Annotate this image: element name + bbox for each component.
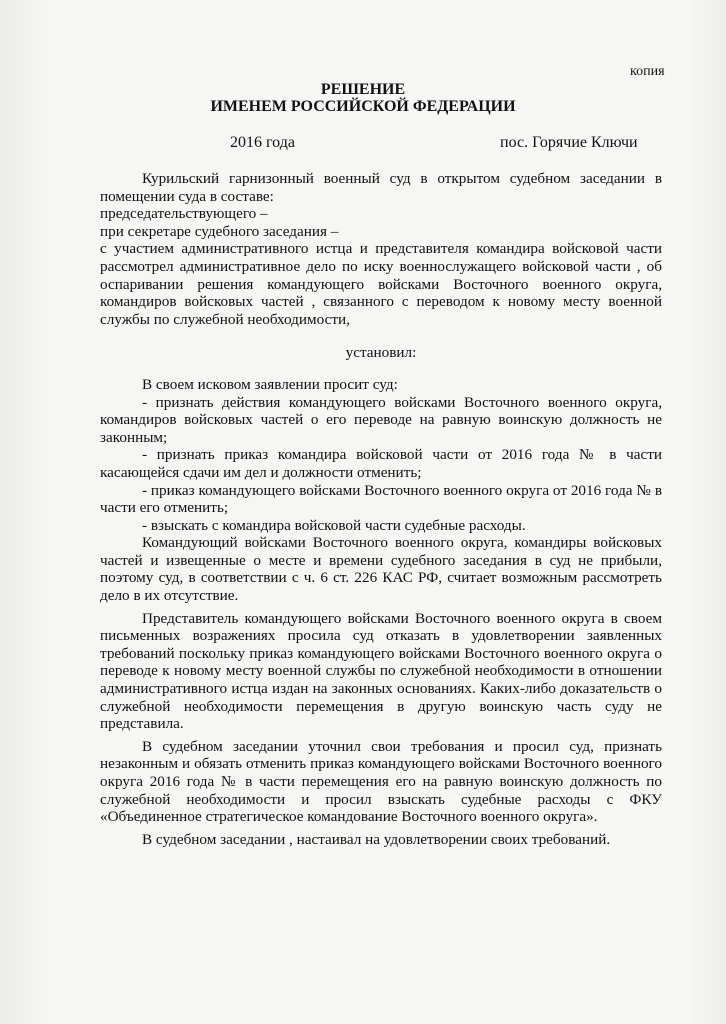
decision-subtitle: ИМЕНЕМ РОССИЙСКОЙ ФЕДЕРАЦИИ [210, 98, 516, 115]
participation-paragraph: с участием административного истца и представителя командира войсковой части рассмотрел административное дело по иску военнослужащего войсковой части , об оспаривании решения командующего войсками Восточного военного округа, командиров войсковых частей , связанного с переводом к новому месту военной службы по служебной необходимости, [100, 240, 662, 328]
decision-title: РЕШЕНИЕ [320, 81, 406, 98]
claim-item-2: - признать приказ командира войсковой части от 2016 года № в части касающейся сдачи им дел и должности отменить; [100, 446, 662, 481]
claim-item-1: - признать действия командующего войсками Восточного военного округа, командиров войсковых частей о его переводе на равную воинскую должность не законным; [100, 393, 662, 446]
decision-date: 2016 года [230, 134, 295, 151]
absence-paragraph: Командующий войсками Восточного военного округа, командиры войсковых частей и извещенные о месте и времени судебного заседания в суд не прибыли, поэтому суд, в соответствии с ч. 6 ст. 226 КАС РФ, считает возможным рассмотреть дело в их отсутствие. [100, 534, 662, 605]
decision-place: пос. Горячие Ключи [500, 134, 638, 151]
copy-label: копия [630, 64, 665, 79]
claim-intro: В своем исковом заявлении просит суд: [142, 375, 398, 393]
representative-paragraph: Представитель командующего войсками Восточного военного округа в своем письменных возражениях просила суд отказать в удовлетворении заявленных требований поскольку приказ командующего войсками Восточного военного округа о переводе к новому месту военной службы по служебной необходимости в отношении административного истца издан на законных основаниях. Каких-либо доказательств о служебной необходимости перемещения в другую воинскую часть суду не представила. [100, 609, 662, 733]
claim-item-3: - приказ командующего войсками Восточного военного округа от 2016 года № в части его отменить; [100, 481, 662, 517]
secretary-line: при секретаре судебного заседания – [100, 222, 339, 240]
intro-paragraph: Курильский гарнизонный военный суд в открытом судебном заседании в помещении суда в составе: [100, 170, 662, 205]
hearing-paragraph-2: В судебном заседании , настаивал на удовлетворении своих требований. [142, 830, 611, 848]
hearing-paragraph-1: В судебном заседании уточнил свои требования и просил суд, признать незаконным и обязать отменить приказ командующего войсками Восточного военного округа 2016 года № в части перемещения его на равную воинскую должность по служебной необходимости и просил взыскать судебные расходы с ФКУ «Объединенное стратегическое командование Восточного военного округа». [100, 737, 662, 826]
decision-body [100, 170, 662, 853]
claim-item-4: - взыскать с командира войсковой части судебные расходы. [142, 516, 526, 534]
chair-line: председательствующего – [100, 205, 268, 223]
established-heading: установил: [345, 344, 417, 362]
